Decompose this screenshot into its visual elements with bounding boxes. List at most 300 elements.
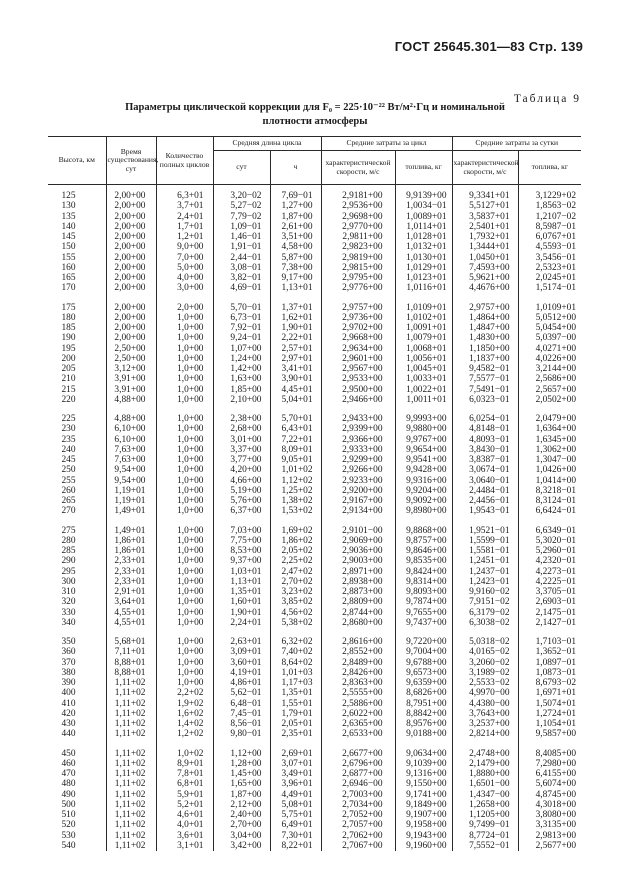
table-cell: 3,0+00 [156, 283, 213, 293]
table-cell: 3,08−01 [213, 263, 270, 273]
table-cell: 9,8757+00 [395, 536, 452, 546]
table-cell: 1,0+00 [156, 577, 213, 587]
table-cell: 2,6533+00 [321, 729, 395, 739]
table-title-line-2: плотности атмосферы [262, 116, 368, 127]
table-cell: 1,11+02 [106, 719, 156, 729]
table-cell: 1,87+00 [270, 212, 321, 222]
table-cell: 1,0+00 [156, 668, 213, 678]
table-cell: 1,86+02 [270, 536, 321, 546]
table-cell: 2,38+00 [213, 414, 270, 424]
table-cell: 2,9776+00 [321, 283, 395, 293]
col-hours-header: ч [270, 151, 321, 185]
table-cell: 1,07+00 [213, 344, 270, 354]
spacer-cell [106, 405, 156, 414]
table-cell: 2,91+01 [106, 587, 156, 597]
spacer-cell [156, 740, 213, 749]
table-row [48, 769, 581, 779]
table-cell: 5,87+00 [270, 253, 321, 263]
table-cell: 3,77+00 [213, 455, 270, 465]
table-cell: 7,63+00 [106, 455, 156, 465]
table-cell: 460 [61, 758, 76, 769]
table-cell: 1,0034−01 [395, 201, 452, 211]
table-cell: 6,0767+01 [518, 232, 581, 242]
table-cell: 2,7034+00 [321, 800, 395, 810]
table-cell: 225 [61, 414, 76, 424]
table-cell: 1,19+01 [106, 486, 156, 496]
table-cell: 1,0+00 [156, 424, 213, 434]
table-cell: 2,00+00 [106, 253, 156, 263]
group-spacer [48, 517, 581, 526]
table-cell: 390 [61, 678, 76, 688]
col-daily-costs-header: Средние затраты за сутки [452, 137, 581, 151]
table-cell: 8,4085+00 [518, 749, 581, 759]
table-cell: 2,9134+00 [321, 506, 395, 516]
table-cell: 2,9668+00 [321, 333, 395, 343]
table-cell: 1,01+02 [270, 465, 321, 475]
table-cell: 9,05+01 [270, 455, 321, 465]
table-cell: 1,24+00 [213, 354, 270, 364]
table-row [48, 333, 581, 343]
table-cell: 2,1427−01 [518, 618, 581, 628]
table-row [48, 476, 581, 486]
table-cell: 2,8552+00 [321, 647, 395, 657]
table-cell: 3,3135+00 [518, 820, 581, 830]
table-cell: 245 [61, 455, 76, 465]
table-cell: 1,1054+01 [518, 719, 581, 729]
table-cell: 210 [61, 374, 76, 385]
table-cell: 5,0512+00 [518, 313, 581, 323]
table-cell: 6,6349−01 [518, 526, 581, 536]
table-cell: 3,1+01 [156, 841, 213, 851]
table-cell: 490 [61, 789, 76, 800]
table-cell: 4,0+00 [156, 273, 213, 283]
table-cell: 2,00+00 [106, 303, 156, 313]
table-cell: 7,69−01 [270, 185, 321, 202]
table-cell: 7,92−01 [213, 323, 270, 333]
table-cell: 3,2060−02 [452, 658, 518, 668]
table-cell: 1,0+00 [156, 618, 213, 628]
table-cell: 2,9266+00 [321, 465, 395, 475]
table-cell: 8,7724−01 [452, 831, 518, 841]
table-cell: 1,12+02 [270, 476, 321, 486]
table-cell: 295 [61, 566, 76, 577]
table-cell: 2,25+02 [270, 556, 321, 566]
table-cell: 9,8424+00 [395, 567, 452, 577]
table-cell: 6,0323−01 [452, 395, 518, 405]
table-cell: 3,5837+01 [452, 212, 518, 222]
table-cell: 4,69−01 [213, 283, 270, 293]
table-cell: 1,60+01 [213, 597, 270, 607]
table-cell: 1,17+03 [270, 678, 321, 688]
table-cell: 3,91+00 [106, 385, 156, 395]
table-cell: 2,9702+00 [321, 323, 395, 333]
table-cell: 1,8563−02 [518, 201, 581, 211]
table-cell: 1,5599−01 [452, 536, 518, 546]
table-cell: 2,1479+00 [452, 759, 518, 769]
table-row [48, 749, 581, 759]
table-cell: 6,3038−02 [452, 618, 518, 628]
col-days-header: сут [213, 151, 270, 185]
table-cell: 2,63+01 [213, 637, 270, 647]
table-cell: 5,70−01 [213, 303, 270, 313]
table-cell: 1,0+00 [156, 526, 213, 536]
table-cell: 2,00+00 [106, 222, 156, 232]
table-cell: 9,9316+00 [395, 476, 452, 486]
table-row [48, 759, 581, 769]
col-cycle-length-header: Средняя длина цикла [213, 137, 321, 151]
table-cell: 9,0634+00 [395, 749, 452, 759]
table-row [48, 486, 581, 496]
table-cell: 9,8093+00 [395, 587, 452, 597]
table-cell: 1,63+00 [213, 374, 270, 384]
col-fuel-header: топлива, кг [395, 151, 452, 185]
table-cell: 1,79+01 [270, 709, 321, 719]
table-cell: 1,6971+01 [518, 688, 581, 698]
spacer-cell [106, 740, 156, 749]
spacer-cell [213, 740, 270, 749]
table-cell: 4,45+01 [270, 385, 321, 395]
table-cell: 1,7+01 [156, 222, 213, 232]
table-cell: 7,45−01 [213, 709, 270, 719]
table-cell: 2,9399+00 [321, 424, 395, 434]
table-cell: 1,0+00 [156, 637, 213, 647]
table-cell: 8,3124−01 [518, 496, 581, 506]
table-cell: 2,7057+00 [321, 820, 395, 830]
table-cell: 2,7052+00 [321, 810, 395, 820]
table-cell: 2,5677+00 [518, 841, 581, 851]
table-cell: 9,24−01 [213, 333, 270, 343]
table-cell: 125 [61, 191, 76, 201]
table-cell: 1,28+00 [213, 759, 270, 769]
table-cell: 4,8745+00 [518, 790, 581, 800]
table-cell: 9,1943+00 [395, 831, 452, 841]
table-cell: 2,9233+00 [321, 476, 395, 486]
table-cell: 1,0+00 [156, 608, 213, 618]
table-cell: 4,66+00 [213, 476, 270, 486]
table-cell: 2,2+02 [156, 688, 213, 698]
table-number: Таблица 9 [513, 93, 581, 105]
table-cell: 2,9200+00 [321, 486, 395, 496]
table-row [48, 242, 581, 252]
spacer-cell [270, 517, 321, 526]
table-cell: 160 [61, 262, 76, 273]
table-cell: 1,3652−01 [518, 647, 581, 657]
table-cell: 2,9736+00 [321, 313, 395, 323]
group-spacer [48, 405, 581, 414]
table-cell: 1,4347−00 [452, 790, 518, 800]
table-cell: 4,8093−01 [452, 435, 518, 445]
table-cell: 8,5987−01 [518, 222, 581, 232]
table-cell: 7,0+00 [156, 253, 213, 263]
table-cell: 2,9601+00 [321, 354, 395, 364]
table-cell: 9,1907+00 [395, 810, 452, 820]
table-cell: 2,9333+00 [321, 445, 395, 455]
table-cell: 500 [61, 799, 76, 810]
spacer-cell [48, 517, 106, 526]
table-cell: 2,6022+00 [321, 709, 395, 719]
table-cell: 1,0+00 [156, 506, 213, 516]
table-cell: 1,8880+00 [452, 769, 518, 779]
table-cell: 1,55+01 [270, 699, 321, 709]
table-cell: 1,2437−01 [452, 567, 518, 577]
spacer-cell [452, 405, 518, 414]
table-row [48, 323, 581, 333]
table-cell: 3,42+00 [213, 841, 270, 851]
table-cell: 2,50+00 [106, 354, 156, 364]
table-cell: 5,0397−00 [518, 333, 581, 343]
table-cell: 1,0+00 [156, 647, 213, 657]
table-cell: 9,3341+01 [452, 185, 518, 202]
table-cell: 9,1316+00 [395, 769, 452, 779]
table-cell: 2,9536+00 [321, 201, 395, 211]
table-cell: 2,00+00 [106, 242, 156, 252]
table-cell: 2,0245+01 [518, 273, 581, 283]
table-cell: 1,9521−01 [452, 526, 518, 536]
table-cell: 540 [61, 840, 76, 851]
table-row [48, 344, 581, 354]
table-cell: 2,70+00 [213, 820, 270, 830]
group-spacer [48, 628, 581, 637]
table-row [48, 810, 581, 820]
table-cell: 1,86+01 [106, 536, 156, 546]
table-row [48, 841, 581, 851]
col-lifetime-header: Время существования, сут [106, 137, 156, 185]
table-cell: 285 [61, 546, 76, 556]
table-cell: 3,6+01 [156, 831, 213, 841]
table-cell: 1,0+00 [156, 536, 213, 546]
table-cell: 350 [61, 637, 76, 647]
table-cell: 1,3047−00 [518, 455, 581, 465]
table-cell: 1,46−01 [213, 232, 270, 242]
spacer-cell [156, 294, 213, 303]
table-cell: 7,38+00 [270, 263, 321, 273]
table-cell: 6,6424−01 [518, 506, 581, 516]
table-cell: 4,19+01 [213, 668, 270, 678]
table-cell: 5,76+00 [213, 496, 270, 506]
table-cell: 1,53+02 [270, 506, 321, 516]
table-cell: 1,0+00 [156, 354, 213, 364]
table-cell: 1,11+02 [106, 759, 156, 769]
table-cell: 480 [61, 779, 76, 790]
table-cell: 4,4676+00 [452, 283, 518, 293]
table-cell: 380 [61, 667, 76, 678]
table-cell: 190 [61, 333, 76, 344]
table-cell: 7,5491−01 [452, 385, 518, 395]
table-cell: 2,9167+00 [321, 496, 395, 506]
table-cell: 2,0479+00 [518, 414, 581, 424]
table-row [48, 496, 581, 506]
table-cell: 1,0045+01 [395, 364, 452, 374]
table-cell: 2,40+00 [213, 810, 270, 820]
table-cell: 2,8489+00 [321, 658, 395, 668]
table-cell: 440 [61, 729, 76, 740]
table-cell: 2,8938+00 [321, 577, 395, 587]
table-cell: 2,6796+00 [321, 759, 395, 769]
table-cell: 2,00+00 [106, 212, 156, 222]
table-cell: 5,5127+01 [452, 201, 518, 211]
table-cell: 1,3444+01 [452, 242, 518, 252]
spacer-cell [156, 628, 213, 637]
spacer-cell [213, 517, 270, 526]
table-cell: 3,1229+02 [518, 185, 581, 202]
table-cell: 1,0+00 [156, 546, 213, 556]
table-cell: 2,12+00 [213, 800, 270, 810]
table-cell: 1,0+00 [156, 435, 213, 445]
table-cell: 3,64+01 [106, 597, 156, 607]
table-cell: 9,1849+00 [395, 800, 452, 810]
table-row [48, 658, 581, 668]
table-row [48, 800, 581, 810]
col-char-speed-day-header: характеристической скорости, м/с [452, 151, 518, 185]
table-cell: 2,00+00 [106, 263, 156, 273]
table-cell: 2,70+02 [270, 577, 321, 587]
table-cell: 2,33+01 [106, 556, 156, 566]
table-cell: 1,87+00 [213, 790, 270, 800]
table-cell: 1,2107−02 [518, 212, 581, 222]
table-cell: 2,00+00 [106, 273, 156, 283]
table-row [48, 232, 581, 242]
table-cell: 2,35+01 [270, 729, 321, 739]
table-cell: 4,20+00 [213, 465, 270, 475]
table-cell: 4,0226+00 [518, 354, 581, 364]
table-cell: 4,2225−01 [518, 577, 581, 587]
table-cell: 9,9767+00 [395, 435, 452, 445]
table-cell: 8,56−01 [213, 719, 270, 729]
table-cell: 1,0897−01 [518, 658, 581, 668]
table-cell: 2,0502+00 [518, 395, 581, 405]
table-cell: 2,0+00 [156, 303, 213, 313]
table-cell: 145 [61, 232, 76, 242]
table-cell: 8,6793−02 [518, 678, 581, 688]
table-cell: 2,7067+00 [321, 841, 395, 851]
table-cell: 9,0+00 [156, 242, 213, 252]
spacer-cell [48, 405, 106, 414]
table-cell: 9,7437+00 [395, 618, 452, 628]
table-cell: 2,05+01 [270, 719, 321, 729]
table-cell: 1,2451−01 [452, 556, 518, 566]
table-cell: 1,11+02 [106, 820, 156, 830]
table-cell: 3,2144+00 [518, 364, 581, 374]
table-row [48, 729, 581, 739]
table-cell: 270 [61, 506, 76, 517]
table-cell: 7,8+01 [156, 769, 213, 779]
table-cell: 1,90+01 [270, 323, 321, 333]
table-cell: 3,1989−02 [452, 668, 518, 678]
table-cell: 2,10+00 [213, 395, 270, 405]
table-cell: 5,04+01 [270, 395, 321, 405]
table-cell: 510 [61, 810, 76, 820]
table-cell: 2,33+01 [106, 577, 156, 587]
table-cell: 1,0123+01 [395, 273, 452, 283]
spacer-cell [156, 405, 213, 414]
table-cell: 9,54+00 [106, 465, 156, 475]
col-fuel-day-header: топлива, кг [518, 151, 581, 185]
table-cell: 6,3179−02 [452, 608, 518, 618]
table-cell: 5,0318−02 [452, 637, 518, 647]
table-cell: 9,8868+00 [395, 526, 452, 536]
table-cell: 2,44−01 [213, 253, 270, 263]
spacer-cell [321, 517, 395, 526]
table-cell: 9,1960+00 [395, 841, 452, 851]
gost-page-header: ГОСТ 25645.301—83 Стр. 139 [394, 39, 583, 54]
table-cell: 255 [61, 475, 76, 486]
table-cell: 1,03+01 [213, 567, 270, 577]
table-cell: 2,33+01 [106, 567, 156, 577]
table-row [48, 222, 581, 232]
table-cell: 2,9299+00 [321, 455, 395, 465]
table-cell: 2,9698+00 [321, 212, 395, 222]
table-cell: 9,7220+00 [395, 637, 452, 647]
table-row [48, 668, 581, 678]
table-row [48, 385, 581, 395]
table-cell: 290 [61, 556, 76, 567]
spacer-cell [270, 740, 321, 749]
table-row [48, 303, 581, 313]
table-cell: 5,75+01 [270, 810, 321, 820]
table-cell: 3,8387−01 [452, 455, 518, 465]
table-cell: 1,65+00 [213, 779, 270, 789]
table-cell: 2,5323+01 [518, 263, 581, 273]
group-spacer [48, 294, 581, 303]
table-cell: 9,7874+00 [395, 597, 452, 607]
spacer-cell [106, 517, 156, 526]
table-cell: 1,11+02 [106, 769, 156, 779]
table-cell: 1,0414+00 [518, 476, 581, 486]
table-cell: 7,75+00 [213, 536, 270, 546]
table-cell: 8,09+01 [270, 445, 321, 455]
table-cell: 9,6788+00 [395, 658, 452, 668]
table-cell: 1,25+02 [270, 486, 321, 496]
table-row [48, 820, 581, 830]
table-cell: 1,42+00 [213, 364, 270, 374]
table-title [100, 101, 530, 129]
table-title-line-1: Параметры циклической коррекции для F₀ = 225·10⁻²² Вт/м²·Гц и номинальной [125, 102, 505, 113]
table-row [48, 546, 581, 556]
table-row [48, 608, 581, 618]
spacer-cell [321, 294, 395, 303]
table-cell: 175 [61, 302, 76, 313]
table-cell: 7,03+00 [213, 526, 270, 536]
table-cell: 2,00+00 [106, 201, 156, 211]
table-cell: 4,8148−01 [452, 424, 518, 434]
table-cell: 8,9+01 [156, 759, 213, 769]
table-cell: 4,55+01 [106, 618, 156, 628]
table-row [48, 719, 581, 729]
table-cell: 1,11+02 [106, 790, 156, 800]
table-row [48, 790, 581, 800]
table-cell: 8,53+00 [213, 546, 270, 556]
table-cell: 2,57+01 [270, 344, 321, 354]
table-cell: 1,11+02 [106, 831, 156, 841]
table-cell: 2,6946−00 [321, 779, 395, 789]
table-cell: 470 [61, 769, 76, 779]
table-cell: 9,1741+00 [395, 790, 452, 800]
table-cell: 9,5857+00 [518, 729, 581, 739]
table-cell: 3,90+01 [270, 374, 321, 384]
table-row [48, 567, 581, 577]
table-cell: 1,0+00 [156, 597, 213, 607]
table-cell: 1,0+00 [156, 323, 213, 333]
table-cell: 215 [61, 384, 76, 395]
table-cell: 4,58+00 [270, 242, 321, 252]
table-cell: 1,0129+01 [395, 263, 452, 273]
spacer-cell [518, 517, 581, 526]
table-cell: 1,6364+00 [518, 424, 581, 434]
table-cell: 7,63+00 [106, 445, 156, 455]
table-cell: 2,9500+00 [321, 385, 395, 395]
table-cell: 3,01+00 [213, 435, 270, 445]
table-cell: 9,0188+00 [395, 729, 452, 739]
